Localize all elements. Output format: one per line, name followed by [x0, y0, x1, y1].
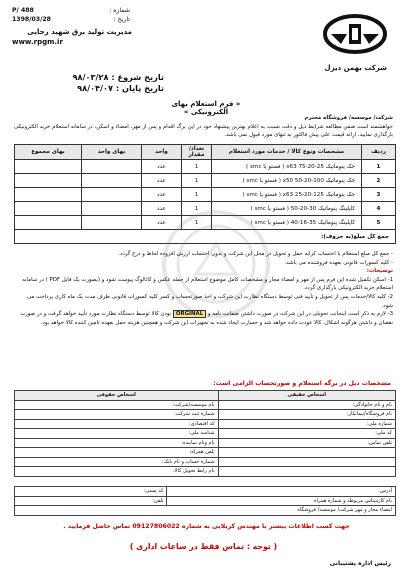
signature-title: رئیس اداره پشتیبانی	[329, 560, 391, 567]
postal-code-field[interactable]: کد پستی:	[15, 487, 167, 497]
item-quantity: 1	[182, 160, 212, 174]
organization-name: مدیریت تولید برق شهید رجایی	[27, 28, 132, 36]
item-unit-price-field[interactable]	[82, 160, 142, 174]
item-total-price-field[interactable]	[15, 174, 82, 188]
table-row	[15, 160, 396, 174]
row-number: 1	[362, 160, 396, 174]
number-label: شماره :	[109, 7, 130, 14]
spec-field[interactable]: شناسه ملی:	[15, 429, 219, 439]
table-row	[15, 400, 396, 410]
table-row	[15, 448, 396, 458]
original-highlight: ORGINAL	[173, 310, 206, 318]
header-unit-price: بهای واحد	[82, 145, 142, 160]
item-unit: عدد	[142, 174, 182, 188]
date-label: تاریخ :	[113, 16, 130, 23]
row-number: 4	[362, 202, 396, 216]
table-row	[15, 496, 396, 506]
address-field[interactable]: آدرس:	[167, 487, 396, 497]
item-unit-price-field[interactable]	[82, 174, 142, 188]
spec-field[interactable]: کد ملی:	[218, 429, 395, 439]
spec-field[interactable]: تلفن تماس:	[218, 438, 395, 448]
website-link[interactable]: www.rpgm.ir	[12, 38, 63, 46]
note-item-3-part-b: بودن کالا توسط دستگاه نظارت مورد تأیید خواهد گرفت و در صورت نقصان و داشتن هرگونه اشکال، کالا عودت داده خواهد شد و خسارت ایجاد شده به تجهیزات این شرکت و همچنین هزینه حمل بعهده تامین کننده کالا خواهد بود.	[20, 311, 393, 326]
number-value: P/ 488	[12, 7, 34, 14]
item-unit-price-field[interactable]	[82, 202, 142, 216]
document-meta	[12, 6, 130, 24]
item-total-price-field[interactable]	[15, 202, 82, 216]
table-row	[15, 202, 396, 216]
item-quantity: 1	[182, 216, 212, 230]
salutation: شرکت/ موسسه/ فروشگاه محترم	[304, 115, 393, 121]
end-date: تاریخ پایان : ۹۸/۰۴/۰۷	[77, 83, 164, 93]
spec-field[interactable]: نام و نام خانوادگی:	[218, 400, 395, 410]
total-in-words-label[interactable]: جمع کل مبلغ(به حروف):	[15, 230, 396, 244]
item-total-price-field[interactable]	[15, 160, 82, 174]
phone-field[interactable]: تلفن:	[15, 496, 167, 506]
total-row	[15, 230, 396, 244]
table-row	[15, 457, 396, 467]
item-unit-price-field[interactable]	[82, 188, 142, 202]
item-unit: عدد	[142, 160, 182, 174]
notes-title: توضیحات:	[366, 268, 393, 275]
spec-field[interactable]: نام رابط تحویل کالا:	[15, 467, 219, 477]
item-unit: عدد	[142, 216, 182, 230]
row-number: 5	[362, 216, 396, 230]
items-table	[14, 144, 396, 244]
note-item-3	[14, 310, 393, 327]
table-row	[15, 429, 396, 439]
spec-field[interactable]	[218, 448, 395, 458]
spec-field[interactable]: تلفن همراه:	[15, 448, 219, 458]
table-row	[15, 506, 396, 516]
spec-table	[14, 390, 396, 477]
date-value: 1398/03/28	[12, 16, 51, 23]
item-quantity: 1	[182, 188, 212, 202]
spec-section-title: مشخصات ذیل در برگه استعلام و صورتحساب الزامی است:	[213, 380, 391, 387]
note-item-3-part-a: 3- لازم به ذکر است اینجانب تحویلی در این شرکت در صورت داشتن ضمانت نامه و	[207, 311, 393, 318]
table-row	[15, 419, 396, 429]
spec-field[interactable]: نام موسسه/شرکت:	[15, 400, 219, 410]
intro-body: خواهشمند است ضمن مطالعه شرایط ذیل و دقت نسبت به اعلام بهترین پیشنهاد خود در این برگ اقدام و پس از مهر، امضاء و اسکن، در سامانه استعلام خرید الکترونیکی بارگذاری نمایید، ارائه قیمت علی پیش فاکتور به تنهای مورد قبول نمی باشد.	[14, 123, 393, 138]
note-shipping: - جمع کل مبلغ استعلام با احتساب کرایه حمل و تحویل در محل این شرکت و بدون احتساب ارزش افزوده لحاظ و درج گردد.	[118, 251, 393, 257]
table-row	[15, 487, 396, 497]
start-date: تاریخ شروع : ۹۸/۰۳/۲۸	[72, 72, 164, 82]
table-row	[15, 174, 396, 188]
item-description: جک پنوماتیک 100-20-50 x50 ( فستو یا smc )	[212, 174, 362, 188]
spec-field[interactable]: شماره ملی:	[218, 419, 395, 429]
header-total-price: بهای مجموع	[15, 145, 82, 160]
table-row	[15, 216, 396, 230]
spec-field[interactable]: نام فروشگاه/پیمانکار:	[218, 410, 395, 420]
page-title: « فرم استعلام بهای الکترونیکی »	[171, 100, 241, 116]
spec-field[interactable]	[218, 467, 395, 477]
spec-field[interactable]: شماره حساب و نام بانک:	[15, 457, 219, 467]
header-quantity: تعداد/ مقدار	[182, 145, 212, 160]
table-row	[15, 188, 396, 202]
item-quantity: 1	[182, 202, 212, 216]
item-total-price-field[interactable]	[15, 216, 82, 230]
dates-block	[14, 72, 164, 94]
spec-field[interactable]: شماره ثبت شرکت:	[15, 410, 219, 420]
row-number: 3	[362, 188, 396, 202]
office-hours-note: ( توجه : تماس فقط در ساعات اداری )	[129, 542, 278, 551]
item-description: کاپلینگ پنوماتیک 30-20-50 ( فستو یا smc )	[212, 202, 362, 216]
row-number: 2	[362, 174, 396, 188]
note-item-2: 2- کلیه کالا/خدمات پس از تحویل و تأیید فنی توسط دستگاه نظارت این شرکت و اخذ صورتحساب و کسر کلیه کسورات قانونی ظرف مدت یک ماه کاری پرداخت می شود.	[26, 293, 393, 309]
table-row	[15, 467, 396, 477]
spec-field[interactable]	[218, 457, 395, 467]
intro-text	[14, 114, 393, 140]
item-total-price-field[interactable]	[15, 188, 82, 202]
company-logo-icon	[317, 10, 393, 66]
item-description: جک پنوماتیک 25-20-75 x63 ( فستو یا smc )	[212, 160, 362, 174]
header-unit: واحد	[142, 145, 182, 160]
table-row	[15, 410, 396, 420]
item-unit: عدد	[142, 202, 182, 216]
spec-header-row	[15, 391, 396, 401]
header-natural-persons: اشخاص حقیقی	[218, 391, 395, 401]
item-description: کاپلینگ پنوماتیک 35-16-40 ( فستو یا smc )	[212, 216, 362, 230]
company-name: شرکت بهمن دیزل	[324, 64, 387, 72]
item-unit-price-field[interactable]	[82, 216, 142, 230]
notes-section	[14, 250, 393, 327]
document-page	[6, 4, 401, 572]
stamp-signature-field[interactable]: امضاء مجاز و مهر شرکت/ موسسه/ فروشگاه	[15, 506, 396, 516]
table-row	[15, 438, 396, 448]
note-taxes: - کلیه کسورات قانونی بعهده فروشنده می باشد.	[284, 259, 393, 266]
contact-info: جهت کسب اطلاعات بیشتر با مهندس کربلایی به شماره 09127806022 تماس حاصل فرمایید .	[63, 523, 350, 530]
spec-field[interactable]: نام ونام نماینده:	[15, 438, 219, 448]
signer-field[interactable]: نام کارشناس مربوطه و شماره همراه	[167, 496, 396, 506]
address-table	[14, 486, 396, 516]
header-row-number: ردیف	[362, 145, 396, 160]
header-legal-entities: اشخاص حقوقی	[15, 391, 219, 401]
item-unit: عدد	[142, 188, 182, 202]
spec-field[interactable]: کد اقتصادی:	[15, 419, 219, 429]
header-description: مشخصات ونوع کالا / خدمات مورد استعلام	[212, 145, 362, 160]
note-item-1: 1- اسکن تکمیل شده این فرم پس از مهر و امضاء مجاز و مشخصات کامل موضوع استعلام از جمله عکس و کاتالوگ پیوست شود و (بصورت یک فایل PDF ) در سامانه استعلام خرید الکترونیکی بارگذاری گردد.	[22, 276, 393, 292]
item-description: جک پنوماتیک 125-20-25 x63 ( فستو یا smc )	[212, 188, 362, 202]
items-header-row	[15, 145, 396, 160]
item-quantity: 1	[182, 174, 212, 188]
